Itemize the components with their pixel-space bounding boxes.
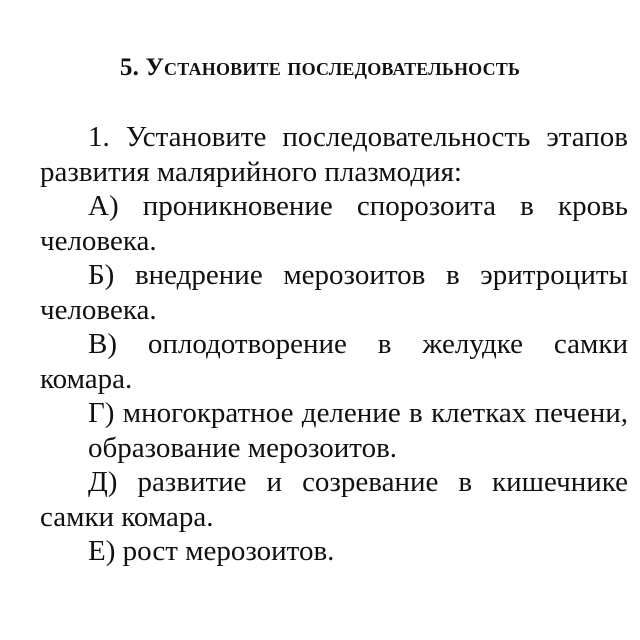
option-b: Б) внедрение мерозоитов в эритроциты человека.	[40, 259, 628, 326]
question-text: 1. Установите последовательность этапов развития малярийного плазмодия:	[40, 121, 628, 188]
option-e: Е) рост мерозоитов.	[88, 535, 335, 567]
task-body	[40, 120, 628, 569]
option-a: А) проникновение спорозоита в кровь человека.	[40, 190, 628, 257]
option-g: Г) многократное деление в клетках печени, образование мерозоитов.	[88, 397, 628, 464]
option-v: В) оплодотворение в желудке самки комара.	[40, 328, 628, 395]
option-d: Д) развитие и созревание в кишечнике самки комара.	[40, 466, 628, 533]
section-heading: 5. Установите последовательность	[119, 54, 521, 81]
